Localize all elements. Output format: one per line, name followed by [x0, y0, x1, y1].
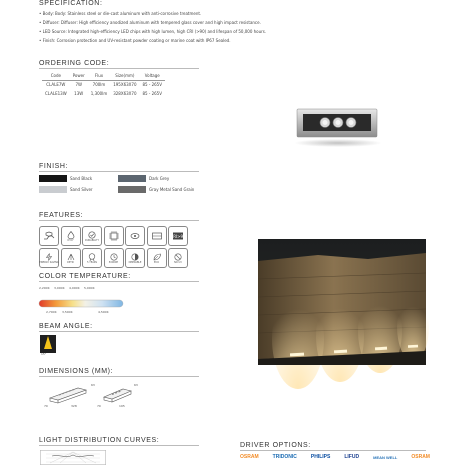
feature-label: ENERGY SAVING [39, 260, 59, 264]
table-cell: 328X63X70 [113, 91, 137, 96]
no-uv-icon [168, 248, 188, 268]
column-header: Voltage [140, 71, 165, 80]
column-header: Power [70, 71, 88, 80]
column-header: Size(mm) [110, 71, 139, 80]
chip-icon [104, 226, 124, 246]
feature-label: ECO [153, 260, 160, 264]
features-heading: FEATURES: [39, 212, 84, 219]
dimension-drawing-small [99, 382, 135, 410]
table-header-row [42, 71, 165, 80]
swatch-sand-silver [39, 186, 67, 193]
dimension-small-height: 70 [97, 404, 101, 408]
cct-label: 2,200K [39, 286, 50, 290]
table-cell: CLALE13W [45, 91, 67, 96]
hand-shield-icon [39, 226, 59, 246]
led-lamp-icon [125, 226, 145, 246]
driver-brand-philips: PHILIPS [310, 454, 331, 460]
driver-brand-osram-2: OSRAM [411, 454, 430, 460]
eco-icon [147, 248, 167, 268]
dimension-small-width: 63 [134, 383, 138, 387]
finish-gray-metal [118, 186, 194, 193]
driver-brand-tridonic: TRIDONIC [272, 454, 297, 460]
table-cell: 85 - 265V [142, 91, 162, 96]
spec-finish: • Finish: Corrosion protection and UV-resistant powder coating or marine coat with IP67 Sealed. [39, 38, 231, 43]
driver-brand-list [240, 454, 430, 460]
finish-label: Sand Silver [70, 187, 93, 192]
swatch-dark-grey [118, 175, 146, 182]
color-temperature-heading: COLOR TEMPERATURE: [39, 273, 131, 280]
cct-label: 4,500K [98, 310, 109, 314]
light-distribution-rule [39, 445, 199, 446]
specification-list [39, 9, 266, 45]
table-row [42, 80, 165, 89]
dimension-large-width: 63 [91, 383, 95, 387]
swatch-sand-black [39, 175, 67, 182]
dimension-large-height: 70 [44, 404, 48, 408]
cct-label: 3,500K [62, 310, 73, 314]
driver-options-heading: DRIVER OPTIONS: [240, 442, 311, 449]
lifespan-icon [104, 248, 124, 268]
ordering-rule [39, 68, 199, 69]
features-row-2 [39, 248, 188, 268]
dimensions-heading: DIMENSIONS (MM): [39, 368, 114, 375]
feature-label: NO UV [174, 260, 182, 264]
installation-photo [258, 239, 426, 369]
dimension-small-length: 195 [119, 404, 125, 408]
optic-icon [61, 248, 81, 268]
dimensions-rule [39, 376, 199, 377]
finish-rule [39, 171, 199, 172]
dimension-drawing-large [44, 382, 90, 410]
mounting-icon [147, 226, 167, 246]
finish-sand-silver [39, 186, 93, 193]
column-header: Flux [88, 71, 110, 80]
ordering-code-heading: ORDERING CODE: [39, 60, 110, 67]
ordering-table [42, 71, 165, 98]
table-cell: 7W [75, 82, 82, 88]
cct-label: 3,000K [54, 286, 65, 290]
feature-label: DIMMABLE [128, 260, 142, 264]
beam-angle-value: 15° [41, 352, 47, 356]
ip-rating-icon [61, 226, 81, 246]
driver-options-rule [240, 450, 426, 451]
feature-label: DURABILITY [84, 238, 100, 242]
feature-label: 50000H [108, 260, 119, 264]
table-cell: 13W [74, 91, 84, 96]
finish-label: Gray Metal Sand Grain [149, 187, 195, 192]
features-row-1 [39, 226, 188, 246]
finish-label: Dark Grey [149, 176, 170, 181]
feature-label: 5 YEARS [86, 260, 98, 264]
driver-brand-lifud: LIFUD [344, 454, 360, 460]
feature-label: IP 67 [67, 238, 74, 242]
column-header: Code [42, 71, 70, 80]
product-image [291, 103, 385, 153]
table-row [42, 89, 165, 98]
finish-label: Sand Black [70, 176, 93, 181]
durability-icon [82, 226, 102, 246]
dimension-large-length: 328 [71, 404, 77, 408]
finish-dark-grey [118, 175, 169, 182]
cct-label: 5,000K [84, 286, 95, 290]
beam-angle-rule [39, 331, 199, 332]
cct-label: 2,700K [46, 310, 57, 314]
cri-icon [168, 226, 188, 246]
spec-diffuser: • Diffuser: Diffuser: High efficiency anodized aluminum with tempered glass cover and high impact resistance. [39, 20, 261, 25]
energy-saving-icon [39, 248, 59, 268]
warranty-icon [82, 248, 102, 268]
driver-brand-meanwell: MEAN WELL [373, 454, 398, 460]
light-distribution-chart [40, 450, 106, 469]
cct-label: 4,000K [69, 286, 80, 290]
specification-heading: SPECIFICATION: [39, 0, 103, 7]
cri-icon-text: CRI>90 [170, 233, 186, 239]
color-temperature-rule [39, 281, 199, 282]
spec-led-source: • LED Source: Integrated high-efficiency LED chips with high lumen, high CRI (>90) and lifespan of 50,000 hours. [39, 29, 267, 34]
beam-angle-heading: BEAM ANGLE: [39, 323, 93, 330]
table-cell: 700lm [92, 82, 106, 88]
spec-body: • Body: Body: Stainless steel or die-cast aluminum with anti-corrosive treatment. [39, 11, 202, 16]
driver-brand-osram-1: OSRAM [240, 454, 259, 460]
table-cell: CLALE7W [46, 82, 66, 88]
light-distribution-heading: LIGHT DISTRIBUTION CURVES: [39, 437, 160, 444]
features-rule [39, 220, 199, 221]
table-cell: 1,300lm [90, 91, 108, 96]
finish-heading: FINISH: [39, 163, 69, 170]
swatch-gray-metal-sand-grain [118, 186, 146, 193]
dimming-icon [125, 248, 145, 268]
finish-sand-black [39, 175, 92, 182]
feature-label: OPTIC [66, 260, 75, 264]
table-cell: 85 - 265V [142, 82, 162, 88]
table-cell: 195X63X70 [113, 82, 137, 88]
